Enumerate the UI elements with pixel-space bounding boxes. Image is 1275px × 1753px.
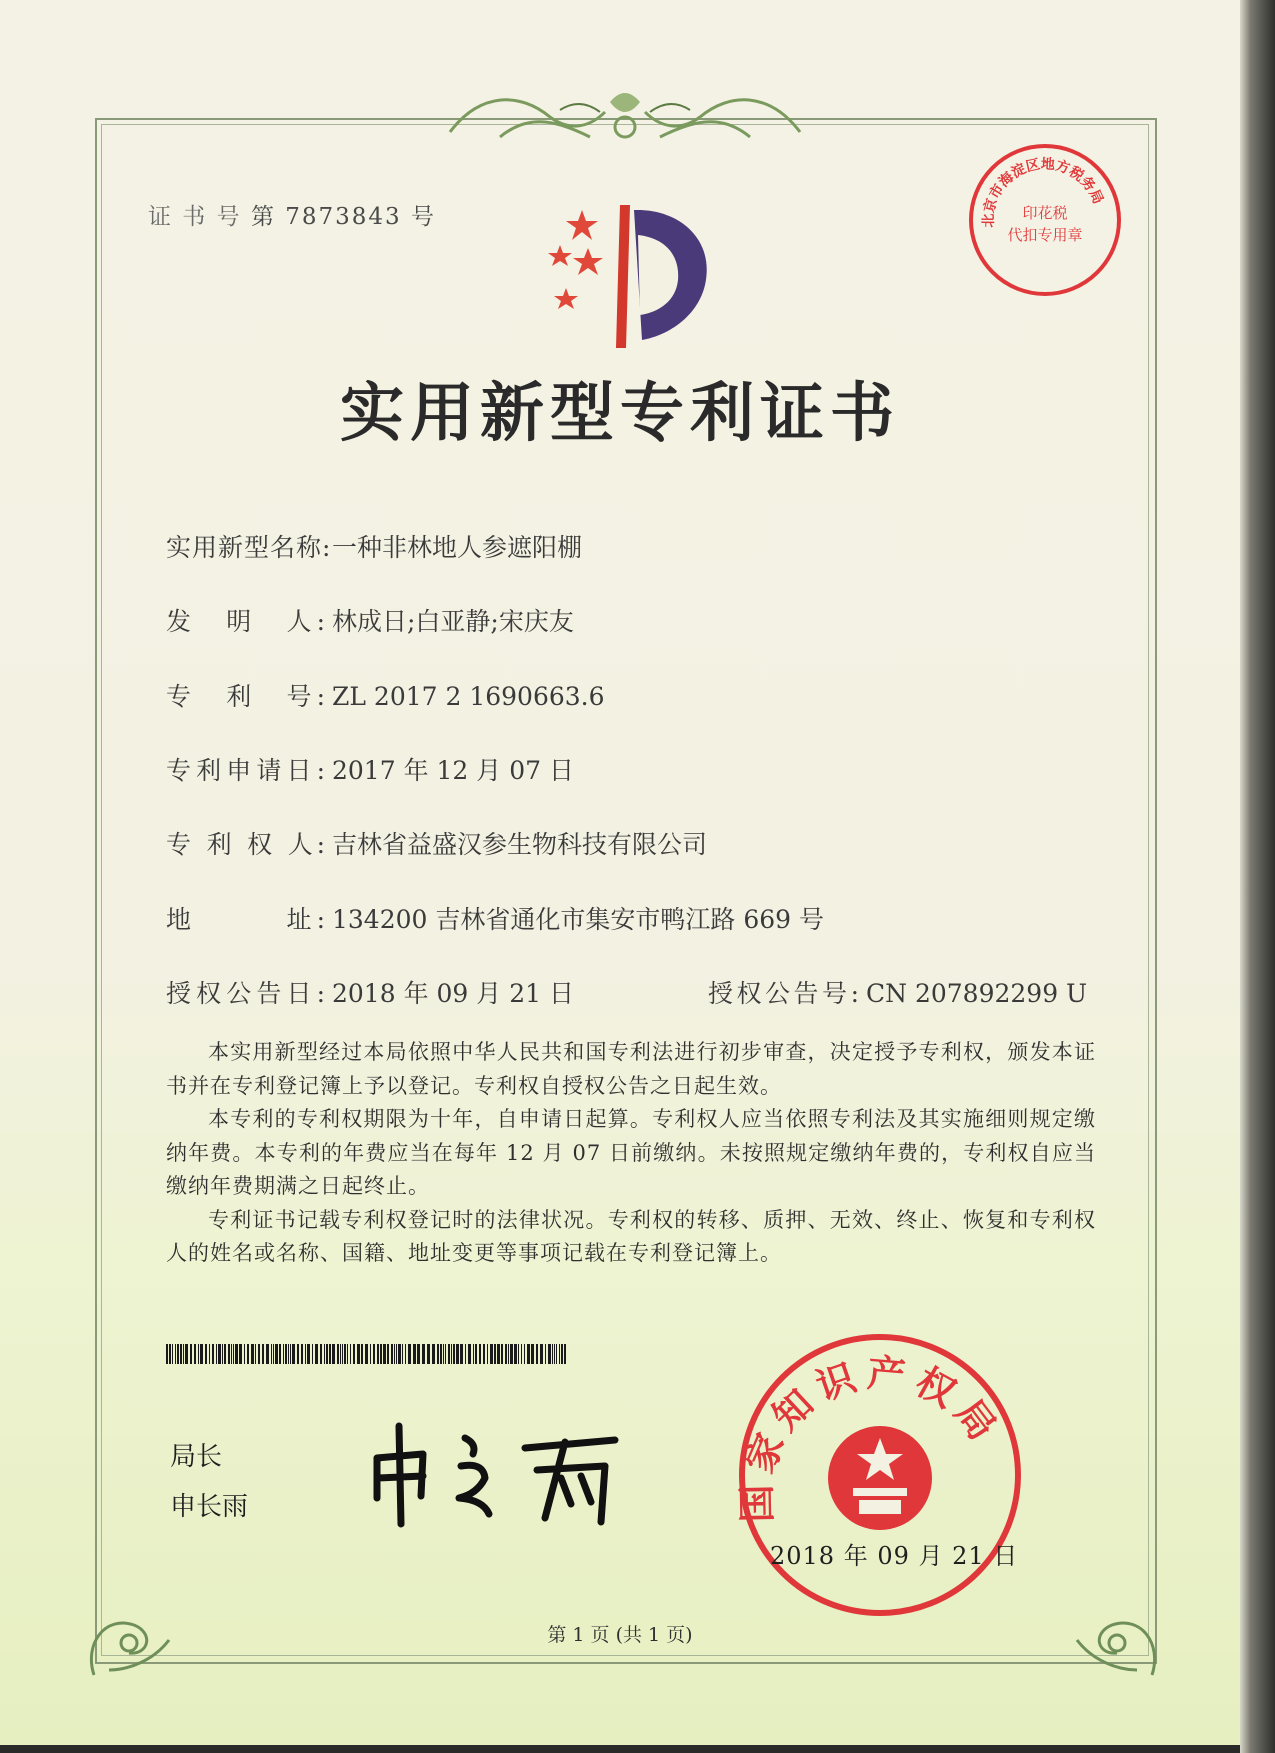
barcode-bar [514, 1344, 517, 1364]
barcode-bar [448, 1344, 450, 1364]
barcode-bar [329, 1344, 331, 1364]
barcode-bar [377, 1344, 379, 1364]
barcode-bar [394, 1344, 395, 1364]
barcode-bar [332, 1344, 335, 1364]
barcode-bar [451, 1344, 452, 1364]
barcode-bar [531, 1344, 534, 1364]
field-value: CN 207892299 U [866, 979, 1088, 1008]
field-value: 2018 年 09 月 21 日 [332, 979, 574, 1008]
certificate-number [148, 198, 436, 231]
barcode-bar [279, 1344, 281, 1364]
barcode-bar [554, 1344, 555, 1364]
director-name: 申长雨 [170, 1492, 249, 1522]
barcode-bar [324, 1344, 325, 1364]
barcode-bar [373, 1344, 375, 1364]
barcode-bar [521, 1344, 522, 1364]
svg-text:代扣专用章: 代扣专用章 [1007, 226, 1083, 244]
barcode-bar [297, 1344, 299, 1364]
barcode-bar [180, 1344, 182, 1364]
barcode-bar [239, 1344, 242, 1364]
barcode-bar [497, 1344, 500, 1364]
top-ornament-icon [440, 82, 810, 152]
field-filing-date [166, 751, 574, 787]
director-signature [365, 1418, 630, 1528]
page-number: 第 1 页 (共 1 页) [547, 1624, 693, 1646]
barcode-bar [283, 1344, 284, 1364]
barcode-bar [216, 1344, 217, 1364]
barcode-bar [552, 1344, 553, 1364]
barcode-bar [413, 1344, 416, 1364]
field-address [166, 900, 824, 936]
barcode-bar [183, 1344, 184, 1364]
certificate-number-label: 证 书 号 [148, 204, 242, 230]
barcode-bar [266, 1344, 269, 1364]
field-grant-date [166, 974, 574, 1010]
barcode-bar [468, 1344, 471, 1364]
barcode-bar [292, 1344, 295, 1364]
barcode-bar [422, 1344, 425, 1364]
field-label: 地 址: [166, 905, 326, 934]
barcode-bar [290, 1344, 291, 1364]
barcode-bar [357, 1344, 360, 1364]
barcode-bar [326, 1344, 328, 1364]
barcode-bar [198, 1344, 199, 1364]
field-grant-number [708, 974, 1087, 1010]
barcode-bar [460, 1344, 463, 1364]
barcode-bar [453, 1344, 455, 1364]
barcode-bar [218, 1344, 221, 1364]
seal-date: 2018 年 09 月 21 日 [770, 1542, 1019, 1570]
barcode-bar [301, 1344, 303, 1364]
field-patent-number [166, 677, 605, 713]
barcode-bar [177, 1344, 179, 1364]
field-value: 吉林省益盛汉参生物科技有限公司 [332, 830, 708, 859]
barcode-bar [247, 1344, 249, 1364]
barcode-bar [212, 1344, 214, 1364]
barcode-bar [494, 1344, 496, 1364]
certificate-body-text [166, 1036, 1096, 1271]
barcode-bar [556, 1344, 557, 1364]
barcode-bar [190, 1344, 192, 1364]
barcode-bar [244, 1344, 245, 1364]
barcode-bar [222, 1344, 223, 1364]
field-label: 专 利 权 人: [166, 830, 326, 859]
barcode-bar [288, 1344, 289, 1364]
field-value: 2017 年 12 月 07 日 [332, 756, 574, 785]
barcode-bar [350, 1344, 351, 1364]
field-label: 发 明 人: [166, 607, 326, 636]
barcode-bar [271, 1344, 272, 1364]
barcode-bar [185, 1344, 188, 1364]
field-utility-model-name [166, 528, 582, 564]
barcode-bar [233, 1344, 234, 1364]
field-value: 林成日;白亚静;宋庆友 [332, 607, 574, 636]
barcode-bar [285, 1344, 287, 1364]
field-label: 授权公告号: [708, 979, 860, 1008]
barcode-bar [273, 1344, 274, 1364]
barcode-bar [200, 1344, 203, 1364]
barcode-bar [340, 1344, 341, 1364]
field-label: 实用新型名称: [166, 533, 332, 562]
barcode-bar [518, 1344, 519, 1364]
barcode-bar [380, 1344, 382, 1364]
barcode-bar [524, 1344, 525, 1364]
barcode-bar [483, 1344, 485, 1364]
field-value: ZL 2017 2 1690663.6 [332, 682, 605, 711]
barcode-bar [427, 1344, 430, 1364]
svg-text:国家知识产权局: 国家知识产权局 [735, 1350, 1010, 1523]
cnipa-official-seal [735, 1330, 1025, 1620]
barcode-bar [479, 1344, 481, 1364]
barcode-bar [527, 1344, 530, 1364]
barcode-bar [262, 1344, 264, 1364]
barcode-bar [456, 1344, 459, 1364]
barcode-bar [251, 1344, 254, 1364]
barcode-bar [194, 1344, 196, 1364]
barcode-bar [505, 1344, 507, 1364]
barcode-bar [398, 1344, 401, 1364]
barcode-bar [383, 1344, 386, 1364]
barcode-bar [166, 1344, 168, 1364]
barcode-bar [487, 1344, 488, 1364]
barcode-bar [387, 1344, 389, 1364]
barcode-bar [408, 1344, 411, 1364]
barcode-bar [228, 1344, 230, 1364]
barcode-bar [405, 1344, 406, 1364]
barcode-bar [396, 1344, 397, 1364]
barcode-bar [315, 1344, 318, 1364]
field-value: 一种非林地人参遮阳棚 [332, 533, 583, 562]
field-label: 授权公告日: [166, 979, 326, 1008]
barcode-bar [510, 1344, 513, 1364]
barcode-bar [337, 1344, 339, 1364]
barcode-bar [169, 1344, 171, 1364]
barcode-bar [205, 1344, 207, 1364]
barcode-bar [361, 1344, 363, 1364]
barcode-bar [432, 1344, 435, 1364]
field-patentee [166, 825, 707, 861]
barcode-bar [258, 1344, 260, 1364]
svg-text:印花税: 印花税 [1022, 204, 1068, 222]
barcode-bar [172, 1344, 173, 1364]
body-paragraph: 本实用新型经过本局依照中华人民共和国专利法进行初步审查，决定授予专利权，颁发本证书并在专利登记簿上予以登记。专利权自授权公告之日起生效。 [166, 1040, 1096, 1098]
barcode-bar [473, 1344, 474, 1364]
barcode-icon [166, 1344, 566, 1364]
barcode-bar [342, 1344, 343, 1364]
barcode-bar [465, 1344, 466, 1364]
barcode-bar [353, 1344, 355, 1364]
barcode-bar [209, 1344, 210, 1364]
page-edge-shadow [1240, 0, 1275, 1753]
barcode-bar [320, 1344, 322, 1364]
barcode-bar [548, 1344, 551, 1364]
barcode-bar [540, 1344, 543, 1364]
barcode-bar [437, 1344, 439, 1364]
barcode-bar [536, 1344, 538, 1364]
patent-office-emblem-icon [530, 200, 720, 350]
barcode-bar [235, 1344, 238, 1364]
barcode-bar [501, 1344, 503, 1364]
barcode-bar [564, 1344, 566, 1364]
barcode-bar [561, 1344, 563, 1364]
field-inventor [166, 602, 574, 638]
barcode-bar [445, 1344, 446, 1364]
barcode-bar [440, 1344, 442, 1364]
field-value: 134200 吉林省通化市集安市鸭江路 669 号 [332, 905, 824, 934]
barcode-bar [508, 1344, 509, 1364]
barcode-bar [490, 1344, 493, 1364]
barcode-bar [559, 1344, 560, 1364]
barcode-bar [312, 1344, 313, 1364]
body-paragraph: 专利证书记载专利权登记时的法律状况。专利权的转移、质押、无效、终止、恢复和专利权人的姓名或名称、国籍、地址变更等事项记载在专利登记簿上。 [166, 1207, 1096, 1265]
barcode-bar [365, 1344, 368, 1364]
barcode-bar [417, 1344, 420, 1364]
barcode-bar [391, 1344, 393, 1364]
field-label: 专利申请日: [166, 756, 326, 785]
barcode-bar [402, 1344, 403, 1364]
field-label: 专 利 号: [166, 682, 326, 711]
barcode-bar [344, 1344, 346, 1364]
barcode-bar [443, 1344, 444, 1364]
certificate-number-value: 第 7873843 号 [250, 204, 436, 230]
barcode-bar [255, 1344, 256, 1364]
barcode-bar [370, 1344, 371, 1364]
barcode-bar [275, 1344, 278, 1364]
barcode-bar [305, 1344, 306, 1364]
barcode-bar [475, 1344, 477, 1364]
body-paragraph: 本专利的专利权期限为十年，自申请日起算。专利权人应当依照专利法及其实施细则规定缴纳年费。本专利的年费应当在每年 12 月 07 日前缴纳。未按照规定缴纳年费的，专利权自应当缴纳年费期满之日起终止。 [166, 1107, 1096, 1198]
svg-text:北京市海淀区地方税务局: 北京市海淀区地方税务局 [980, 156, 1106, 228]
barcode-bar [175, 1344, 176, 1364]
barcode-bar [224, 1344, 226, 1364]
page-title: 实用新型专利证书 [340, 377, 900, 451]
director-title: 局长 [170, 1442, 223, 1472]
barcode-bar [231, 1344, 232, 1364]
barcode-bar [307, 1344, 310, 1364]
barcode-bar [347, 1344, 348, 1364]
tax-stamp-seal [965, 140, 1125, 300]
barcode-bar [545, 1344, 546, 1364]
